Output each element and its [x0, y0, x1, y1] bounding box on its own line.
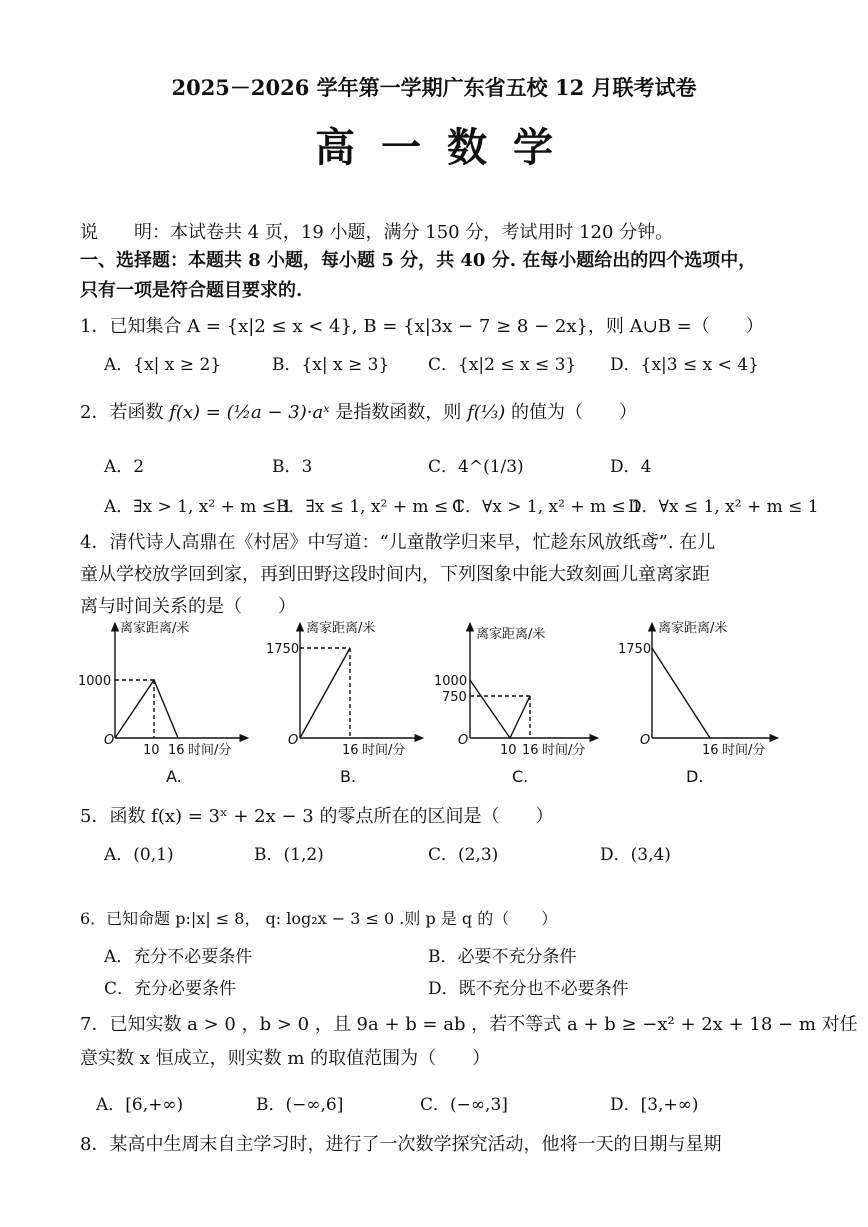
graph-d-ylabel: 离家距离/米 [658, 621, 728, 636]
graph-a [115, 626, 245, 738]
graph-c-tick-16: 16 [522, 743, 539, 758]
graph-d-xlabel: 时间/分 [722, 743, 766, 758]
graph-d-tick-1750: 1750 [618, 642, 652, 657]
graph-c-tick-10: 10 [500, 743, 517, 758]
graph-c-ylabel: 离家距离/米 [476, 627, 546, 642]
graph-d [652, 626, 775, 738]
q7-option-a: A．[6,+∞) [96, 1095, 184, 1115]
exam-note: 说 明：本试卷共 4 页，19 小题，满分 150 分，考试用时 120 分钟。 [80, 222, 674, 243]
q8-stem-line1: 8．某高中生周末自主学习时，进行了一次数学探究活动，他将一天的日期与星期 [80, 1134, 722, 1155]
graph-b-xlabel: 时间/分 [362, 743, 406, 758]
q7-option-d: D．[3,+∞) [610, 1095, 699, 1115]
q2-stem-mid: 是指数函数，则 [335, 402, 462, 423]
q1-stem: 1．已知集合 A = {x|2 ≤ x < 4}, B = {x|3x − 7 ≥ 8 − 2x}，则 A∪B =（ ） [80, 316, 764, 337]
q4-stem-line2: 童从学校放学回到家，再到田野这段时间内，下列图象中能大致刻画儿童离家距 [80, 564, 710, 585]
q5-option-d: D．(3,4) [600, 845, 671, 865]
q4-stem-line3: 离与时间关系的是（ ） [80, 596, 296, 617]
graph-d-label: D. [686, 767, 704, 786]
graph-a-label: A. [166, 767, 182, 786]
q7-stem-line1: 7．已知实数 a > 0 ，b > 0 ，且 9a + b = ab ，若不等式 a + b ≥ −x² + 2x + 18 − m 对任 [80, 1014, 858, 1035]
graph-a-tick-1000: 1000 [78, 674, 112, 689]
q3-option-d: D．∀x ≤ 1, x² + m ≤ 1 [628, 497, 819, 517]
q6-stem: 6．已知命题 p:|x| ≤ 8， q: log₂x − 3 ≤ 0 .则 p 是 q 的（ ） [80, 909, 558, 928]
q2-stem-post: 的值为（ ） [510, 402, 637, 423]
q3-option-b: B．∃x ≤ 1, x² + m ≤ 1 [276, 497, 465, 517]
graph-a-tick-16: 16 [168, 743, 185, 758]
exam-header: 2025－2026 学年第一学期广东省五校 12 月联考试卷 [171, 75, 697, 100]
graph-a-tick-10: 10 [143, 743, 160, 758]
graph-b [300, 626, 420, 738]
q2-option-d: D．4 [610, 457, 652, 477]
q1-option-c: C．{x|2 ≤ x ≤ 3} [428, 355, 577, 375]
graph-b-label: B. [340, 767, 357, 786]
q5-option-c: C．(2,3) [428, 845, 499, 865]
q7-option-b: B．(−∞,6] [256, 1095, 344, 1115]
q2-stem-pre: 2．若函数 [80, 402, 164, 423]
q4-stem-line1: 4．清代诗人高鼎在《村居》中写道：“儿童散学归来早，忙趁东风放纸鸢”. 在儿 [80, 532, 716, 553]
q2-option-b: B．3 [272, 457, 313, 477]
graph-b-ylabel: 离家距离/米 [306, 621, 376, 636]
graph-c-xlabel: 时间/分 [542, 743, 586, 758]
q4-graphs [70, 618, 790, 793]
q1-option-d: D．{x|3 ≤ x < 4} [610, 355, 759, 375]
q3-option-c: C．∀x > 1, x² + m ≤ 1 [452, 497, 642, 517]
section1-heading-cont: 只有一项是符合题目要求的. [80, 280, 303, 301]
graph-c [470, 626, 595, 738]
q7-option-c: C．(−∞,3] [420, 1095, 508, 1115]
exam-title: 高一数学 [315, 124, 579, 171]
graph-c-label: C. [512, 767, 529, 786]
q6-option-a: A．充分不必要条件 [104, 947, 253, 967]
q5-stem: 5．函数 f(x) = 3ˣ + 2x − 3 的零点所在的区间是（ ） [80, 806, 554, 827]
q2-option-a: A．2 [104, 457, 145, 477]
graph-a-origin: O [104, 733, 115, 748]
q3-option-a: A．∃x > 1, x² + m ≤ 1 [104, 497, 293, 517]
q1-option-a: A．{x| x ≥ 2} [104, 355, 222, 375]
graph-d-tick-16: 16 [702, 743, 719, 758]
graph-b-tick-16: 16 [342, 743, 359, 758]
q5-option-a: A．(0,1) [104, 845, 174, 865]
q2-option-c: C．4^(1/3) [428, 457, 524, 477]
q7-stem-line2: 意实数 x 恒成立，则实数 m 的取值范围为（ ） [80, 1048, 491, 1069]
q6-option-d: D．既不充分也不必要条件 [428, 979, 629, 999]
graph-a-xlabel: 时间/分 [188, 743, 232, 758]
q6-option-b: B．必要不充分条件 [428, 947, 577, 967]
q6-option-c: C．充分必要条件 [104, 979, 237, 999]
q5-option-b: B．(1,2) [254, 845, 324, 865]
graph-b-origin: O [288, 733, 299, 748]
q2-stem [80, 398, 637, 424]
graph-c-tick-1000: 1000 [434, 674, 468, 689]
graph-b-tick-1750: 1750 [266, 642, 300, 657]
section1-heading: 一、选择题：本题共 8 小题，每小题 5 分，共 40 分. 在每小题给出的四个选项中， [80, 250, 757, 271]
q2-f-one-third: f(⅓) [467, 402, 506, 423]
q1-option-b: B．{x| x ≥ 3} [272, 355, 390, 375]
q2-function: f(x) = (½a − 3)·aˣ [169, 402, 330, 423]
graph-c-origin: O [458, 733, 469, 748]
graph-c-tick-750: 750 [442, 690, 467, 705]
graph-a-ylabel: 离家距离/米 [120, 621, 190, 636]
graph-d-origin: O [640, 733, 651, 748]
